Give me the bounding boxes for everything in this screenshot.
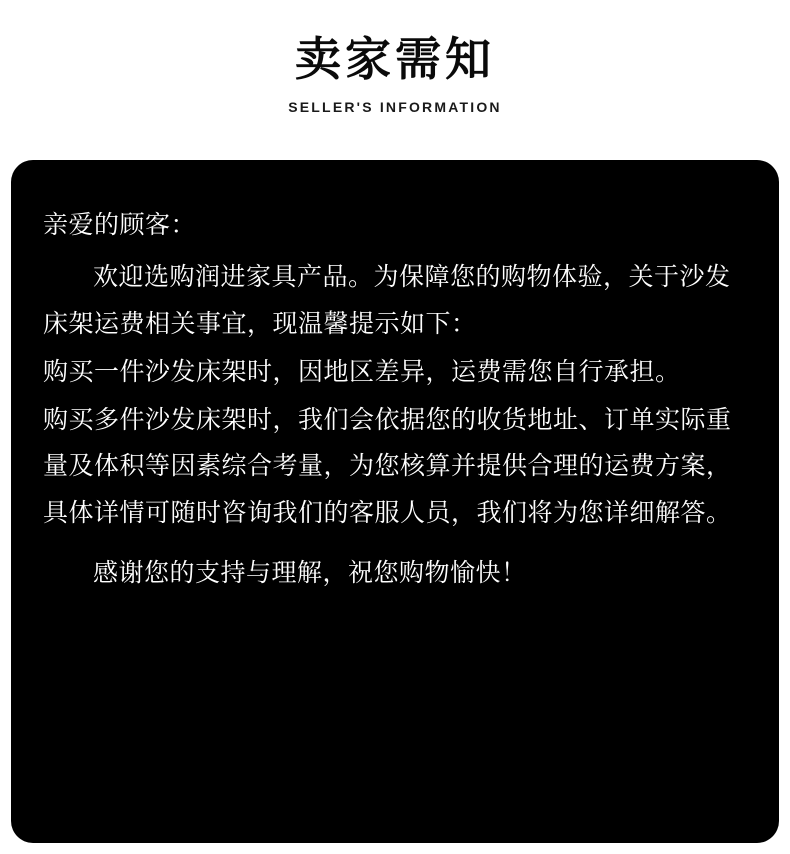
notice-paragraph-2: 购买一件沙发床架时，因地区差异，运费需您自行承担。 — [43, 356, 681, 386]
notice-paragraph-3: 购买多件沙发床架时，我们会依据您的收货地址、订单实际重量及体积等因素综合考量，为您核算并提供合理的运费方案，具体详情可随时咨询我们的客服人员，我们将为您详细解答。 — [43, 405, 732, 527]
notice-paragraph-1: 欢迎选购润进家具产品。为保障您的购物体验，关于沙发床架运费相关事宜，现温馨提示如下： — [43, 262, 731, 338]
notice-salutation: 亲爱的顾客： — [43, 210, 197, 239]
page-subtitle: SELLER'S INFORMATION — [288, 98, 502, 115]
page-header — [0, 0, 790, 115]
page-title: 卖家需知 — [295, 32, 495, 86]
notice-panel — [11, 160, 779, 843]
notice-closing: 感谢您的支持与理解，祝您购物愉快！ — [93, 557, 527, 587]
